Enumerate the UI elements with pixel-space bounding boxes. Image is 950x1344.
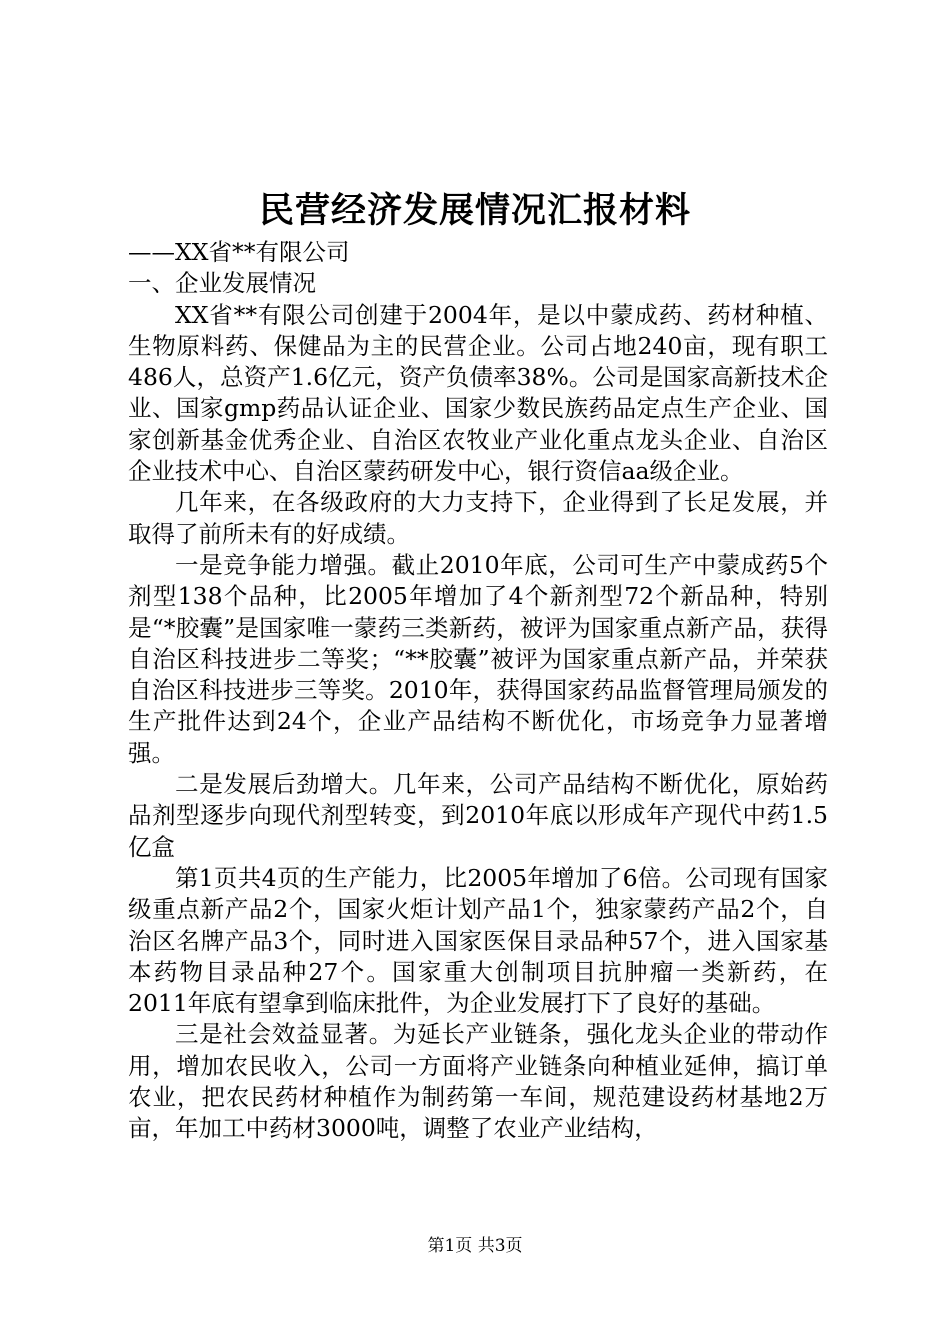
document-body: [128, 237, 828, 1145]
page-footer: 第1页 共3页: [427, 1236, 523, 1256]
paragraph-production-capacity: 第1页共4页的生产能力，比2005年增加了6倍。公司现有国家级重点新产品2个，国家火炬计划产品1个，独家蒙药产品2个，自治区名牌产品3个，同时进入国家医保目录品种57个，进入国家基本药物目录品种27个。国家重大创制项目抗肿瘤一类新药，在2011年底有望拿到临床批件，为企业发展打下了良好的基础。: [128, 863, 828, 1018]
section-heading: 一、企业发展情况: [128, 269, 316, 298]
paragraph-development-summary: 几年来，在各级政府的大力支持下，企业得到了长足发展，并取得了前所未有的好成绩。: [128, 488, 828, 548]
paragraph-competitiveness: 一是竞争能力增强。截止2010年底，公司可生产中蒙成药5个剂型138个品种，比2005年增加了4个新剂型72个新品种，特别是“*胶囊”是国家唯一蒙药三类新药，被评为国家重点新产品，获得自治区科技进步二等奖；“**胶囊”被评为国家重点新产品，并荣获自治区科技进步三等奖。2010年，获得国家药品监督管理局颁发的生产批件达到24个，企业产品结构不断优化，市场竞争力显著增强。: [128, 550, 828, 767]
document-subtitle: ——XX省**有限公司: [128, 238, 350, 266]
document-title: 民营经济发展情况汇报材料: [258, 190, 691, 231]
paragraph-social-benefits: 三是社会效益显著。为延长产业链条，强化龙头企业的带动作用，增加农民收入，公司一方面将产业链条向种植业延伸，搞订单农业，把农民药材种植作为制药第一车间，规范建设药材基地2万亩，年加工中药材3000吨，调整了农业产业结构，: [128, 1020, 828, 1143]
paragraph-growth-potential: 二是发展后劲增大。几年来，公司产品结构不断优化，原始药品剂型逐步向现代剂型转变，到2010年底以形成年产现代中药1.5亿盒: [128, 770, 828, 861]
paragraph-company-intro: XX省**有限公司创建于2004年，是以中蒙成药、药材种植、生物原料药、保健品为主的民营企业。公司占地240亩，现有职工486人，总资产1.6亿元，资产负债率38%。公司是国家高新技术企业、国家gmp药品认证企业、国家少数民族药品定点生产企业、国家创新基金优秀企业、自治区农牧业产业化重点龙头企业、自治区企业技术中心、自治区蒙药研发中心，银行资信aa级企业。: [128, 300, 828, 486]
